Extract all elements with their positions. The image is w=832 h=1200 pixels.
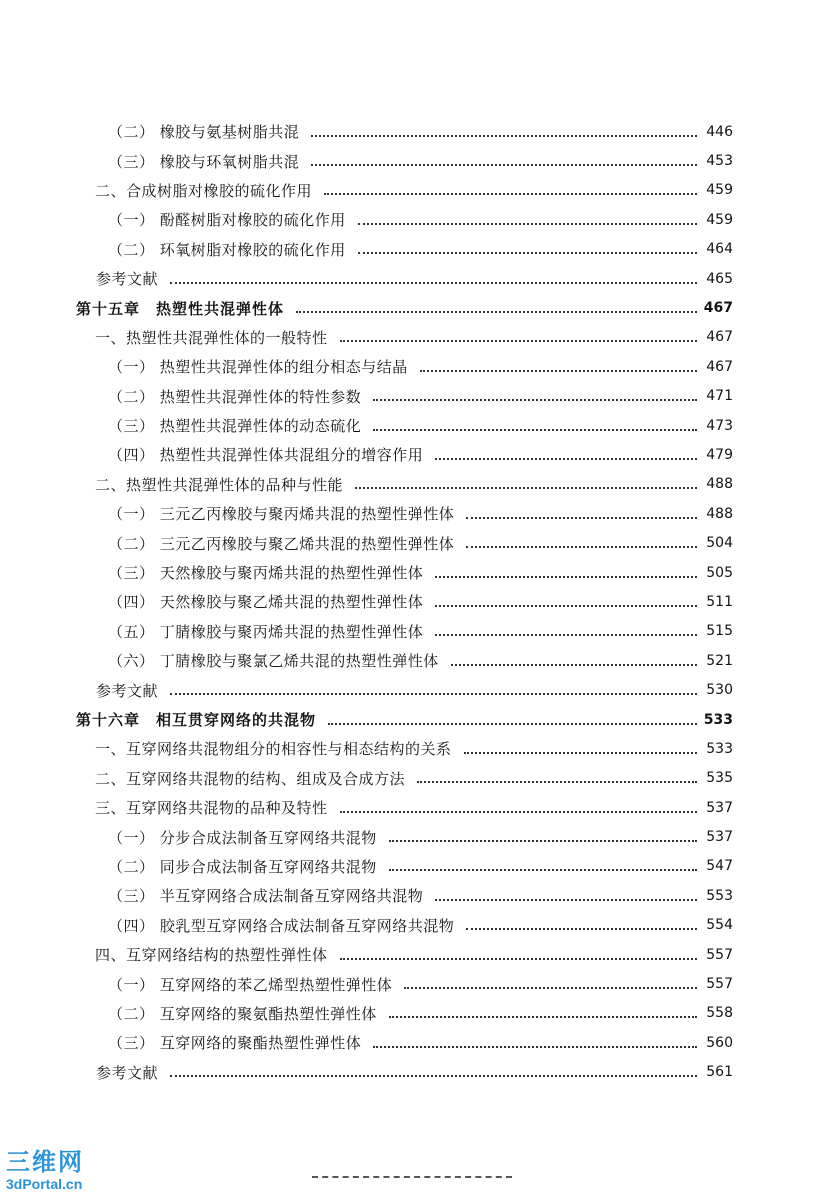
toc-entry-ref bbox=[0, 1058, 832, 1087]
toc-entry-page-number: 530 bbox=[706, 682, 733, 699]
toc-entry-page-number: 467 bbox=[706, 329, 733, 346]
toc-entry-title: （二） 三元乙丙橡胶与聚乙烯共混的热塑性弹性体 bbox=[108, 534, 455, 553]
toc-entry-title: （一） 互穿网络的苯乙烯型热塑性弹性体 bbox=[108, 975, 393, 994]
toc-entry-page-number: 533 bbox=[706, 740, 733, 757]
dot-leader bbox=[373, 429, 697, 431]
toc-entry-title: （二） 热塑性共混弹性体的特性参数 bbox=[108, 387, 362, 406]
watermark-en: 3dPortal.cn bbox=[6, 1176, 83, 1192]
toc-entry-title: （五） 丁腈橡胶与聚丙烯共混的热塑性弹性体 bbox=[108, 622, 424, 641]
toc-entry-title: （四） 胶乳型互穿网络合成法制备互穿网络共混物 bbox=[108, 916, 455, 935]
toc-entry-sub bbox=[0, 205, 832, 234]
toc-entry-page-number: 515 bbox=[706, 623, 733, 640]
dot-leader bbox=[435, 458, 697, 460]
toc-entry-page-number: 504 bbox=[706, 535, 733, 552]
toc-entry-title: （二） 环氧树脂对橡胶的硫化作用 bbox=[108, 240, 346, 259]
toc-entry-title: （二） 互穿网络的聚氨酯热塑性弹性体 bbox=[108, 1004, 377, 1023]
toc-entry-page-number: 473 bbox=[706, 417, 733, 434]
toc-entry-sub bbox=[0, 911, 832, 940]
toc-entry-section bbox=[0, 176, 832, 205]
toc-entry-page-number: 465 bbox=[706, 270, 733, 287]
toc-entry-page-number: 459 bbox=[706, 182, 733, 199]
toc-entry-sub bbox=[0, 411, 832, 440]
toc-entry-sub bbox=[0, 499, 832, 528]
toc-entry-sub bbox=[0, 852, 832, 881]
toc-entry-title: （四） 热塑性共混弹性体共混组分的增容作用 bbox=[108, 446, 424, 465]
dot-leader bbox=[170, 1075, 697, 1077]
toc-entry-page-number: 553 bbox=[706, 887, 733, 904]
toc-entry-title: 一、互穿网络共混物组分的相容性与相态结构的关系 bbox=[95, 740, 452, 759]
dot-leader bbox=[417, 781, 697, 783]
toc-entry-sub bbox=[0, 646, 832, 675]
toc-entry-page-number: 554 bbox=[706, 917, 733, 934]
dot-leader bbox=[464, 752, 697, 754]
toc-entry-page-number: 557 bbox=[706, 976, 733, 993]
toc-entry-page-number: 467 bbox=[706, 358, 733, 375]
toc-entry-ref bbox=[0, 675, 832, 704]
toc-entry-title: （四） 天然橡胶与聚乙烯共混的热塑性弹性体 bbox=[108, 593, 424, 612]
toc-entry-title: 第十六章 相互贯穿网络的共混物 bbox=[76, 711, 317, 729]
dot-leader bbox=[435, 605, 697, 607]
toc-entry-title: （三） 互穿网络的聚酯热塑性弹性体 bbox=[108, 1034, 362, 1053]
toc-entry-page-number: 557 bbox=[706, 946, 733, 963]
dot-leader bbox=[170, 282, 697, 284]
toc-entry-title: 二、热塑性共混弹性体的品种与性能 bbox=[95, 475, 344, 494]
toc-entry-sub bbox=[0, 822, 832, 851]
toc-entry-title: （三） 半互穿网络合成法制备互穿网络共混物 bbox=[108, 887, 424, 906]
table-of-contents bbox=[0, 117, 832, 1087]
toc-entry-sub bbox=[0, 617, 832, 646]
toc-entry-section bbox=[0, 323, 832, 352]
dot-leader bbox=[466, 546, 697, 548]
toc-entry-title: 三、互穿网络共混物的品种及特性 bbox=[95, 799, 328, 818]
dot-leader bbox=[451, 664, 697, 666]
toc-entry-sub bbox=[0, 382, 832, 411]
dot-leader bbox=[358, 223, 697, 225]
dot-leader bbox=[170, 693, 697, 695]
toc-entry-page-number: 479 bbox=[706, 446, 733, 463]
toc-entry-page-number: 471 bbox=[706, 388, 733, 405]
toc-entry-sub bbox=[0, 352, 832, 381]
dot-leader bbox=[373, 399, 697, 401]
toc-entry-sub bbox=[0, 528, 832, 557]
toc-entry-page-number: 505 bbox=[706, 564, 733, 581]
toc-entry-title: （三） 热塑性共混弹性体的动态硫化 bbox=[108, 417, 362, 436]
dot-leader bbox=[358, 252, 697, 254]
dot-leader bbox=[389, 1016, 697, 1018]
toc-entry-page-number: 446 bbox=[706, 123, 733, 140]
toc-entry-chapter bbox=[0, 705, 832, 734]
toc-entry-title: （二） 橡胶与氨基树脂共混 bbox=[108, 123, 300, 142]
toc-entry-title: （一） 分步合成法制备互穿网络共混物 bbox=[108, 828, 377, 847]
dot-leader bbox=[389, 840, 697, 842]
toc-entry-section bbox=[0, 470, 832, 499]
toc-entry-title: （三） 橡胶与环氧树脂共混 bbox=[108, 152, 300, 171]
toc-entry-title: 参考文献 bbox=[96, 1063, 159, 1082]
toc-entry-page-number: 535 bbox=[706, 770, 733, 787]
toc-entry-page-number: 561 bbox=[706, 1064, 733, 1081]
toc-entry-title: （二） 同步合成法制备互穿网络共混物 bbox=[108, 857, 377, 876]
dot-leader bbox=[373, 1046, 697, 1048]
dot-leader bbox=[355, 487, 697, 489]
toc-entry-title: （六） 丁腈橡胶与聚氯乙烯共混的热塑性弹性体 bbox=[108, 652, 439, 671]
dot-leader bbox=[435, 899, 697, 901]
toc-entry-chapter bbox=[0, 293, 832, 322]
dot-leader bbox=[311, 164, 697, 166]
toc-entry-page-number: 488 bbox=[706, 505, 733, 522]
toc-entry-title: 二、合成树脂对橡胶的硫化作用 bbox=[95, 181, 313, 200]
toc-entry-sub bbox=[0, 235, 832, 264]
toc-entry-sub bbox=[0, 999, 832, 1028]
watermark-logo bbox=[6, 1148, 110, 1196]
dot-leader bbox=[389, 869, 697, 871]
dot-leader bbox=[296, 311, 697, 313]
dot-leader bbox=[324, 193, 697, 195]
toc-entry-page-number: 547 bbox=[706, 858, 733, 875]
toc-entry-sub bbox=[0, 558, 832, 587]
toc-entry-sub bbox=[0, 1028, 832, 1057]
toc-entry-page-number: 521 bbox=[706, 652, 733, 669]
dot-leader bbox=[404, 987, 697, 989]
watermark-cn: 三维网 bbox=[6, 1148, 84, 1176]
dot-leader bbox=[466, 517, 697, 519]
toc-entry-title: 一、热塑性共混弹性体的一般特性 bbox=[95, 328, 328, 347]
dot-leader bbox=[311, 135, 697, 137]
toc-entry-title: （一） 三元乙丙橡胶与聚丙烯共混的热塑性弹性体 bbox=[108, 505, 455, 524]
toc-entry-page-number: 464 bbox=[706, 241, 733, 258]
toc-entry-page-number: 511 bbox=[706, 593, 733, 610]
dot-leader bbox=[340, 958, 697, 960]
toc-entry-ref bbox=[0, 264, 832, 293]
toc-entry-page-number: 537 bbox=[706, 799, 733, 816]
toc-entry-sub bbox=[0, 881, 832, 910]
toc-entry-title: 参考文献 bbox=[96, 270, 159, 289]
toc-entry-page-number: 459 bbox=[706, 211, 733, 228]
toc-entry-page-number: 453 bbox=[706, 153, 733, 170]
toc-entry-title: （一） 酚醛树脂对橡胶的硫化作用 bbox=[108, 211, 346, 230]
dot-leader bbox=[328, 723, 697, 725]
toc-entry-sub bbox=[0, 440, 832, 469]
toc-entry-section bbox=[0, 734, 832, 763]
toc-entry-section bbox=[0, 940, 832, 969]
toc-entry-title: 四、互穿网络结构的热塑性弹性体 bbox=[95, 946, 328, 965]
dot-leader bbox=[420, 370, 697, 372]
toc-entry-title: 第十五章 热塑性共混弹性体 bbox=[76, 299, 285, 318]
toc-entry-page-number: 488 bbox=[706, 476, 733, 493]
dot-leader bbox=[340, 340, 697, 342]
dot-leader bbox=[435, 576, 697, 578]
toc-entry-sub bbox=[0, 969, 832, 998]
toc-entry-section bbox=[0, 793, 832, 822]
toc-entry-section bbox=[0, 764, 832, 793]
toc-entry-page-number: 558 bbox=[706, 1005, 733, 1022]
toc-entry-title: （一） 热塑性共混弹性体的组分相态与结晶 bbox=[108, 358, 408, 377]
toc-entry-page-number: 537 bbox=[706, 829, 733, 846]
toc-entry-page-number: 467 bbox=[703, 300, 733, 317]
toc-entry-page-number: 560 bbox=[706, 1034, 733, 1051]
toc-entry-sub bbox=[0, 146, 832, 175]
toc-entry-page-number: 533 bbox=[703, 711, 733, 728]
dot-leader bbox=[466, 928, 697, 930]
toc-entry-sub bbox=[0, 117, 832, 146]
toc-entry-title: 二、互穿网络共混物的结构、组成及合成方法 bbox=[95, 769, 406, 788]
dot-leader bbox=[340, 811, 697, 813]
toc-entry-title: （三） 天然橡胶与聚丙烯共混的热塑性弹性体 bbox=[108, 564, 424, 583]
toc-entry-sub bbox=[0, 587, 832, 616]
toc-entry-title: 参考文献 bbox=[96, 681, 159, 700]
footer-rule bbox=[312, 1176, 512, 1180]
dot-leader bbox=[435, 634, 697, 636]
